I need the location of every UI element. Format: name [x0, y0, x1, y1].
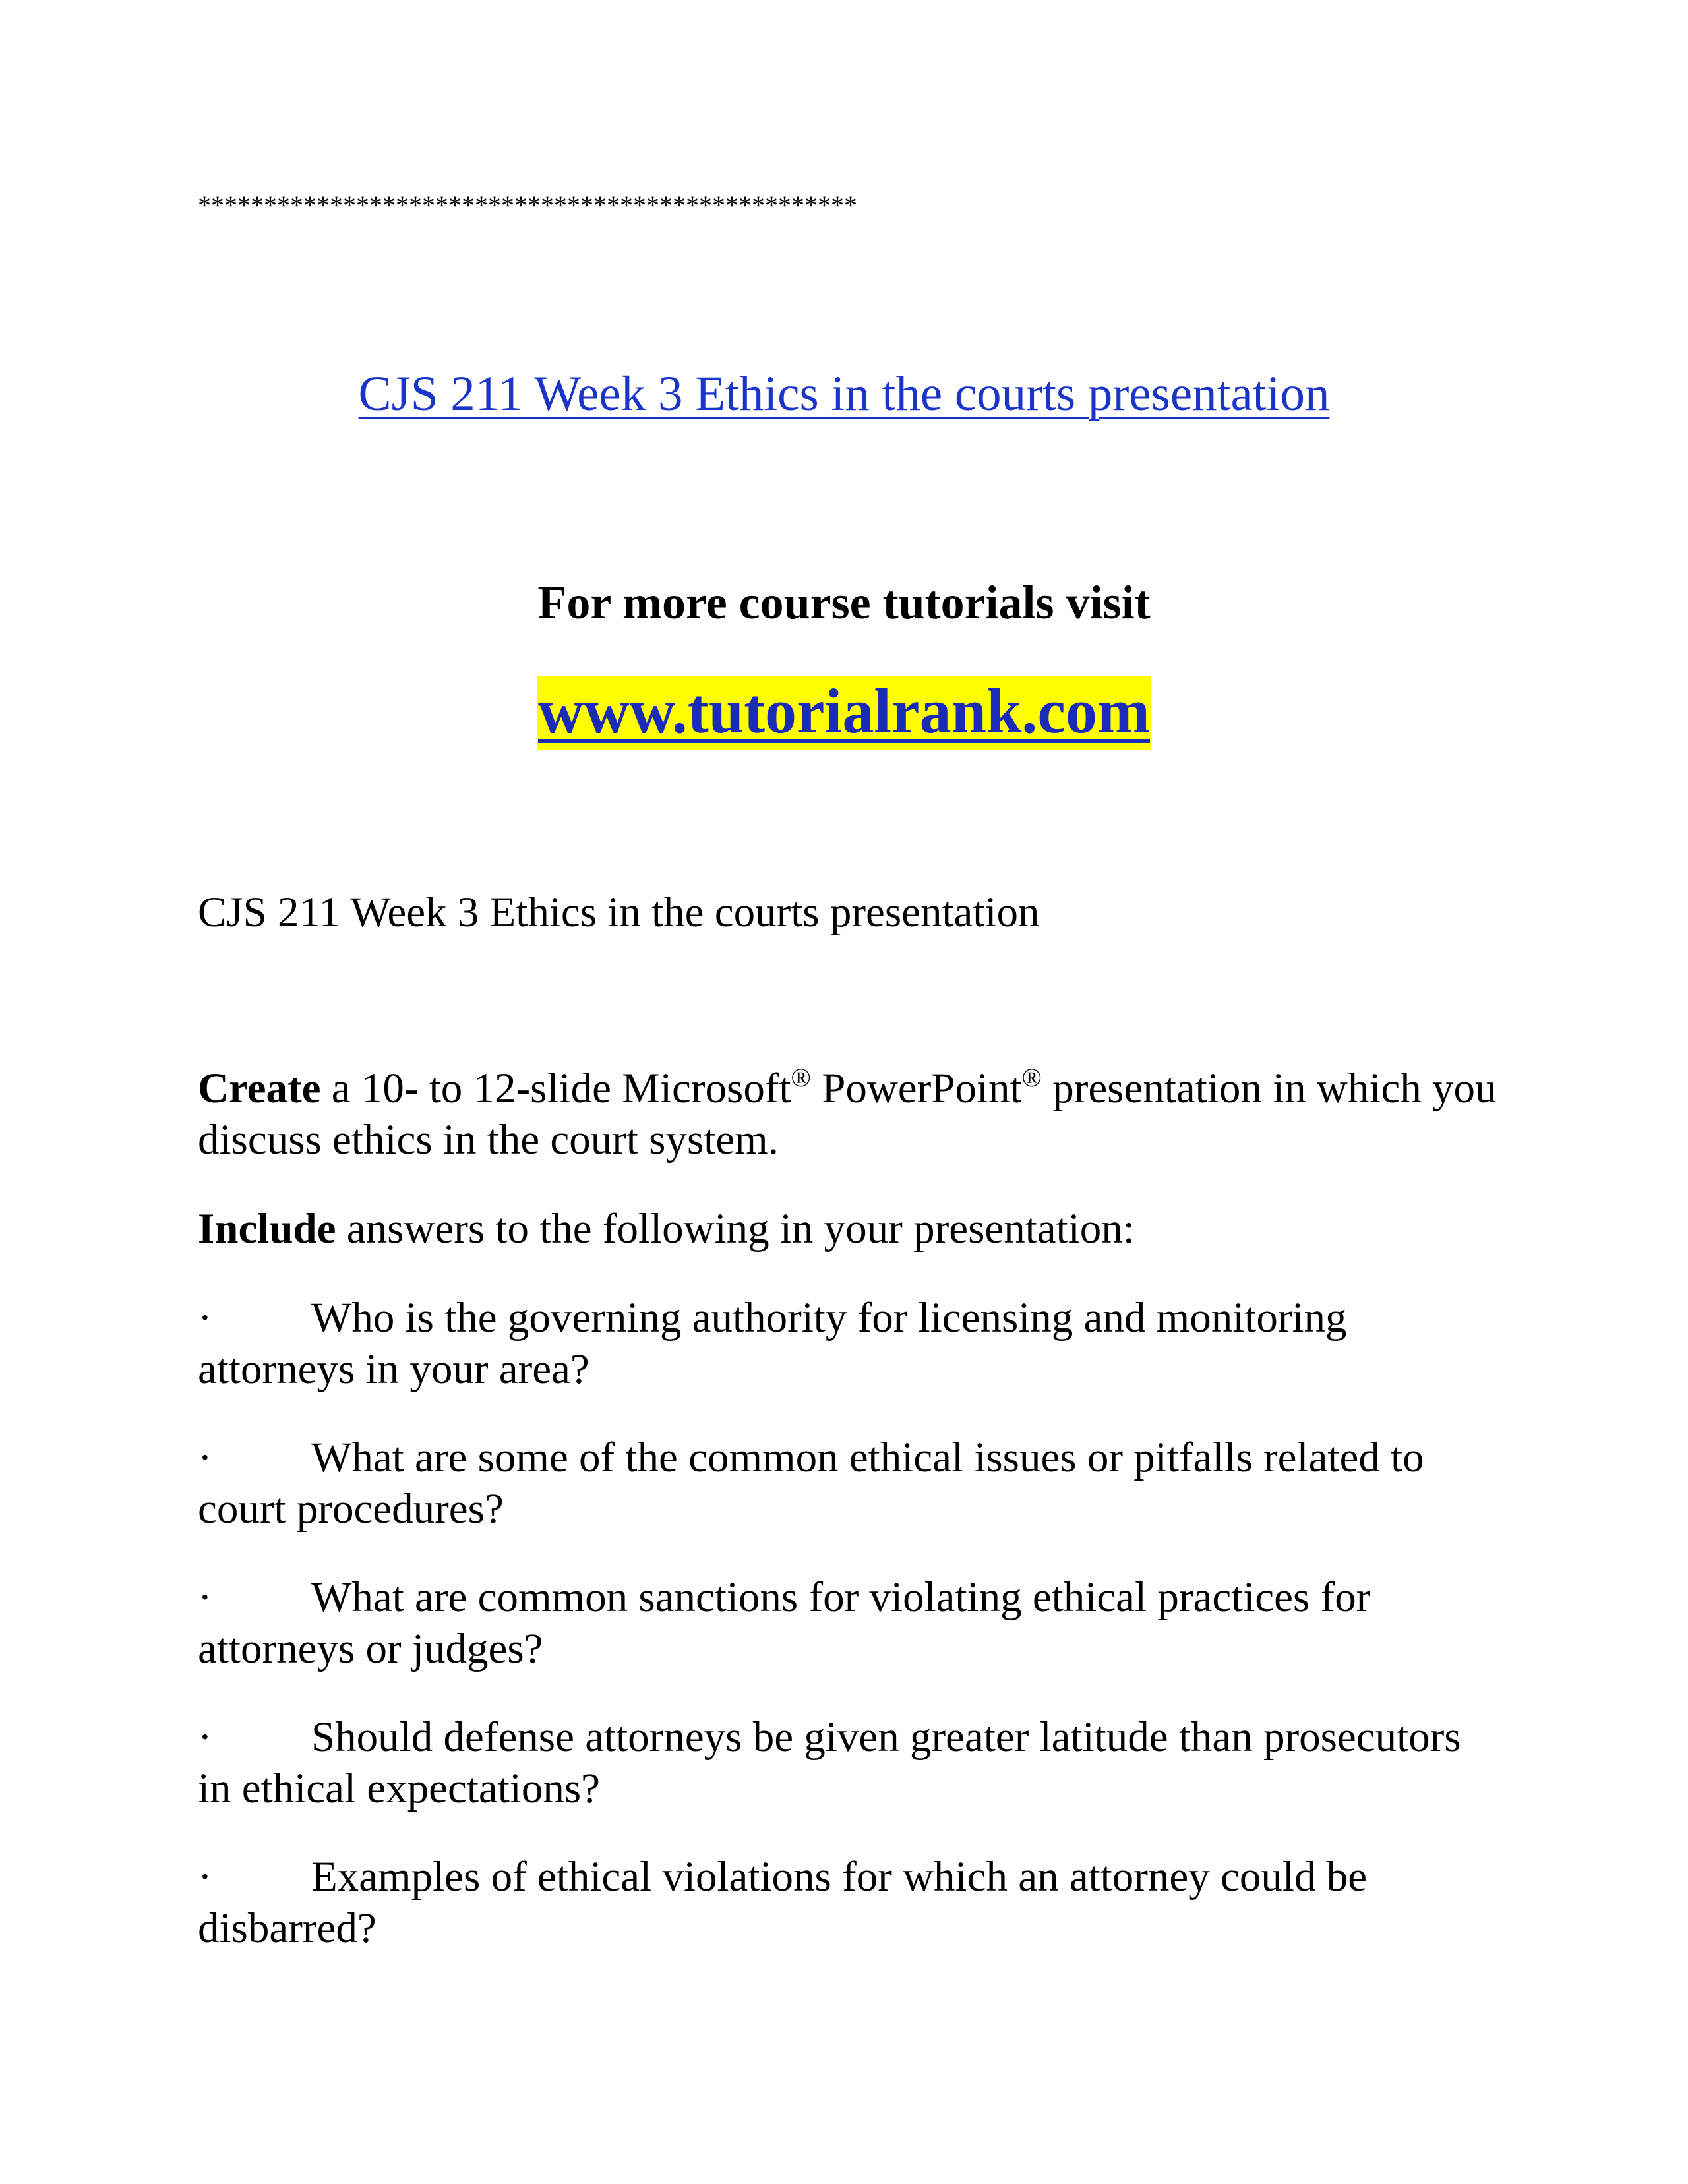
list-item-text: What are common sanctions for violating ethical practices for attorneys or judges?	[198, 1574, 1371, 1672]
bullet-dot-icon: ·	[198, 1294, 212, 1342]
registered-mark-2: ®	[1021, 1063, 1042, 1092]
list-item	[198, 1572, 1503, 1674]
title-link-container	[0, 369, 1688, 419]
registered-mark-1: ®	[791, 1063, 811, 1092]
site-link-container	[0, 676, 1688, 750]
tutorialrank-link[interactable]: www.tutorialrank.com	[537, 676, 1151, 750]
assignment-subtitle: CJS 211 Week 3 Ethics in the courts presentation	[198, 889, 1040, 936]
create-text-3: presentation in which you discuss ethics in the court system.	[198, 1065, 1497, 1164]
create-text-1: a 10- to 12-slide Microsoft	[320, 1065, 791, 1112]
bullet-dot-icon: ·	[198, 1434, 212, 1481]
list-item-text: Should defense attorneys be given greater latitude than prosecutors in ethical expectations?	[198, 1713, 1461, 1812]
include-paragraph	[198, 1203, 1503, 1254]
include-lead: Include	[198, 1205, 336, 1253]
include-text: answers to the following in your presentation:	[336, 1205, 1135, 1253]
create-lead: Create	[198, 1065, 321, 1112]
list-item	[198, 1292, 1503, 1395]
list-item-text: What are some of the common ethical issues or pitfalls related to court procedures?	[198, 1434, 1424, 1533]
list-item	[198, 1851, 1503, 1954]
visit-heading: For more course tutorials visit	[537, 576, 1151, 629]
bullet-dot-icon: ·	[198, 1574, 212, 1621]
list-item	[198, 1432, 1503, 1535]
bullet-dot-icon: ·	[198, 1713, 212, 1761]
course-title-link[interactable]: CJS 211 Week 3 Ethics in the courts presentation	[358, 367, 1330, 421]
list-item-text: Examples of ethical violations for which an attorney could be disbarred?	[198, 1853, 1368, 1952]
bullet-dot-icon: ·	[198, 1853, 212, 1901]
list-item-text: Who is the governing authority for licensing and monitoring attorneys in your area?	[198, 1294, 1347, 1393]
list-item	[198, 1711, 1503, 1814]
separator-line: **************************************************	[198, 191, 857, 220]
create-paragraph	[198, 1063, 1503, 1166]
create-text-2: PowerPoint	[810, 1065, 1022, 1112]
